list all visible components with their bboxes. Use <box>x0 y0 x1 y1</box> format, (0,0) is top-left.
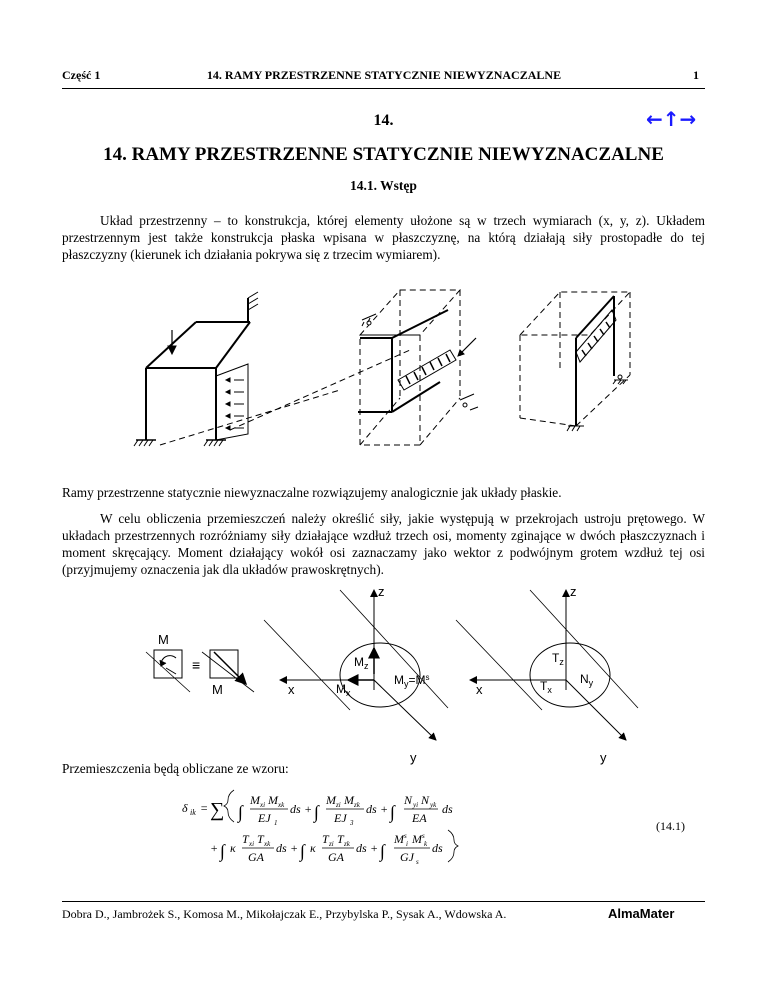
equation-number: (14.1) <box>656 819 685 833</box>
paragraph-3: W celu obliczenia przemieszczeń należy określić siły, jakie występują w przekrojach ustroju prętowego. W układach przestrzennych rozróżniamy siły działające wzdłuż trzech osi, momenty zginające w dwóch płaszczyznach i moment skręcający. Moment działający wokół osi zaznaczamy jako wektor z podwójnym grotem wzdłuż tej osi (przyjmujemy oznaczenia jak dla układów prawoskrętnych). <box>62 511 705 577</box>
y-axis-label: y <box>410 750 417 765</box>
svg-text:ds: ds <box>356 841 367 855</box>
svg-text:T: T <box>242 832 249 846</box>
next-arrow-icon[interactable]: → <box>679 107 697 131</box>
vectors-figure <box>130 580 650 770</box>
svg-text:zk: zk <box>344 840 350 848</box>
header-part: Część 1 <box>62 68 101 82</box>
z-axis-label-2: z <box>570 584 577 599</box>
svg-text:EA: EA <box>412 811 427 825</box>
svg-text:+: + <box>370 841 379 855</box>
displacement-formula <box>176 780 526 870</box>
up-arrow-icon[interactable]: ↑ <box>662 107 680 131</box>
mz-label: $M_z$ <box>354 655 369 671</box>
svg-text:s: s <box>404 832 407 840</box>
footer-authors: Dobra D., Jambrożek S., Komosa M., Mikołajczak E., Przybylska P., Sysak A., Wdowska A. <box>62 907 507 921</box>
svg-text:zk: zk <box>354 801 360 809</box>
header-rule <box>62 88 705 89</box>
svg-text:M: M <box>412 832 422 846</box>
svg-text:s: s <box>416 858 419 866</box>
svg-text:k: k <box>424 840 428 848</box>
footer-rule <box>62 901 705 902</box>
footer-brand: AlmaMater <box>608 906 675 921</box>
frame-2 <box>358 290 478 445</box>
svg-text:xi: xi <box>249 840 255 848</box>
svg-text:∫: ∫ <box>314 802 319 822</box>
my-label: $M_y=M^s$ <box>394 673 430 689</box>
spatial-frames-figure <box>120 280 650 460</box>
svg-text:ds: ds <box>366 802 377 816</box>
svg-text:EJ: EJ <box>258 811 271 825</box>
svg-text:ds: ds <box>432 841 443 855</box>
svg-text:1: 1 <box>274 819 278 827</box>
svg-text:κ: κ <box>230 841 236 855</box>
svg-text:ds: ds <box>290 802 301 816</box>
svg-text:i: i <box>406 840 408 848</box>
svg-text:T: T <box>337 832 344 846</box>
intro-paragraph: Układ przestrzenny – to konstrukcja, której elementy ułożone są w trzech wymiarach (x, y, z). Układem przestrzennym jest także konstrukcja płaska wpisana w płaszczyznę, na którą działają siły prostopadłe do tej płaszczyzny (kierunek ich działania pokrywa się z trzecim wymiarem). <box>62 213 705 262</box>
equivalence-sign: ≡ <box>192 657 201 673</box>
x-axis-label-2: x <box>476 682 483 697</box>
svg-text:GA: GA <box>248 850 264 864</box>
svg-text:T: T <box>257 832 264 846</box>
svg-text:∫: ∫ <box>300 841 305 861</box>
svg-text:∫: ∫ <box>390 802 395 822</box>
svg-text:N: N <box>421 793 430 807</box>
svg-text:+: + <box>304 802 313 816</box>
paragraph-4: Przemieszczenia będą obliczane ze wzoru: <box>62 761 289 776</box>
frame-3 <box>520 292 630 431</box>
moment-label-bottom: M <box>212 682 223 697</box>
svg-text:N: N <box>404 793 413 807</box>
svg-text:+: + <box>290 841 299 855</box>
svg-text:∫: ∫ <box>220 841 225 861</box>
prev-arrow-icon[interactable]: ← <box>646 107 663 131</box>
svg-text:∑: ∑ <box>210 799 225 821</box>
svg-text:δ: δ <box>182 801 188 815</box>
chapter-title: 14. RAMY PRZESTRZENNE STATYCZNIE NIEWYZNACZALNE <box>103 144 664 165</box>
svg-text:M: M <box>326 793 336 807</box>
svg-text:+: + <box>210 841 219 855</box>
svg-text:xk: xk <box>264 840 271 848</box>
svg-text:∫: ∫ <box>380 841 385 861</box>
moment-label-top: M <box>158 632 169 647</box>
svg-text:+: + <box>380 802 389 816</box>
frame-1 <box>134 292 410 446</box>
svg-text:GJ: GJ <box>400 850 414 864</box>
svg-text:EJ: EJ <box>334 811 347 825</box>
chapter-number: 14. <box>373 112 394 129</box>
svg-text:zi: zi <box>336 801 341 809</box>
svg-text:yi: yi <box>413 801 419 809</box>
svg-text:yk: yk <box>430 801 437 809</box>
svg-text:κ: κ <box>310 841 316 855</box>
svg-text:ds: ds <box>276 841 287 855</box>
x-axis-label: x <box>288 682 295 697</box>
svg-text:=: = <box>200 801 209 815</box>
header-page-number: 1 <box>693 68 699 82</box>
svg-text:T: T <box>322 832 329 846</box>
svg-text:xk: xk <box>278 801 285 809</box>
svg-text:GA: GA <box>328 850 344 864</box>
paragraph-2: Ramy przestrzenne statycznie niewyznaczalne rozwiązujemy analogicznie jak układy płaskie. <box>62 485 562 500</box>
svg-text:M: M <box>344 793 354 807</box>
svg-text:M: M <box>394 832 404 846</box>
svg-text:ik: ik <box>190 808 196 817</box>
tz-label: $T_z$ <box>552 651 564 667</box>
svg-text:zi: zi <box>329 840 334 848</box>
y-axis-label-2: y <box>600 750 607 765</box>
svg-text:ds: ds <box>442 802 453 816</box>
svg-text:M: M <box>250 793 260 807</box>
svg-text:3: 3 <box>350 819 354 827</box>
svg-text:s: s <box>422 832 425 840</box>
svg-text:∫: ∫ <box>238 802 243 822</box>
tx-label: $T_x$ <box>540 679 552 695</box>
mx-label: $M_x$ <box>336 682 351 698</box>
section-title: 14.1. Wstęp <box>350 178 417 193</box>
ny-label: $N_y$ <box>580 672 594 688</box>
svg-text:xi: xi <box>260 801 266 809</box>
z-axis-label: z <box>378 584 385 599</box>
header-title: 14. RAMY PRZESTRZENNE STATYCZNIE NIEWYZNACZALNE <box>206 68 562 82</box>
nav-arrows <box>646 107 696 131</box>
svg-text:M: M <box>268 793 278 807</box>
